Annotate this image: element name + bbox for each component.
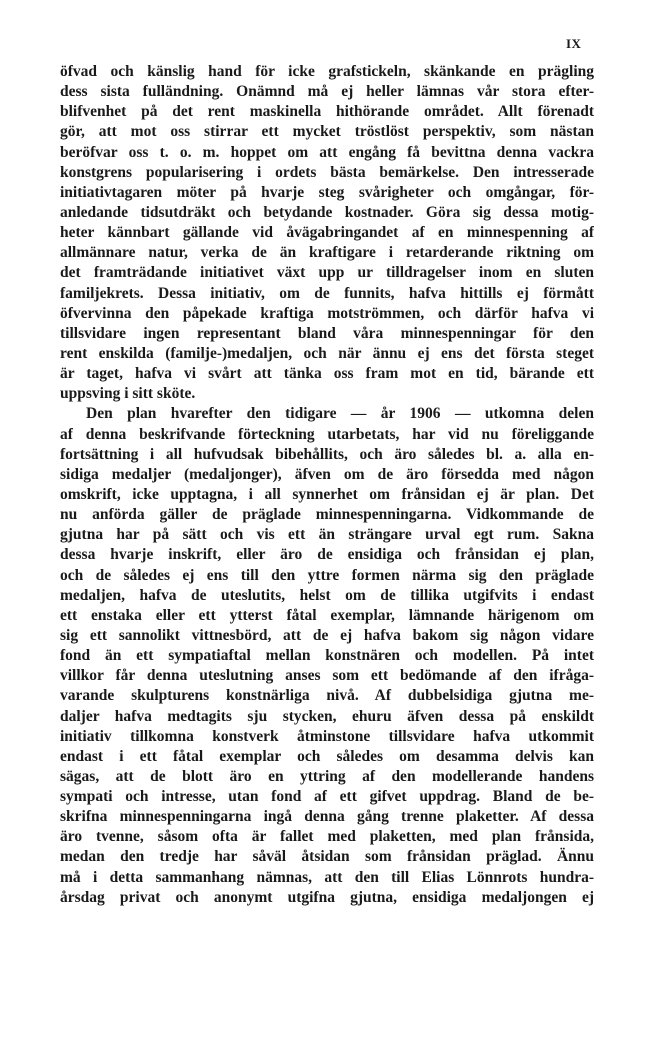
paragraph-1 — [60, 62, 594, 404]
text-line: uppsving i sitt sköte. — [60, 385, 196, 403]
text-line: Den plan hvarefter den tidigare — år 1906 — utkomna delen — [86, 405, 594, 423]
text-line: daljer hafva medtagits sju stycken, ehuru äfven dessa på enskildt — [60, 707, 594, 725]
text-line: initiativtagaren möter på hvarje steg svårigheter och omgångar, för- — [60, 183, 594, 201]
text-line: sympati och intresse, utan fond af ett gifvet uppdrag. Bland de be- — [60, 788, 594, 806]
text-line: fond än ett sympatiaftal mellan konstnären och modellen. På intet — [60, 647, 594, 665]
text-line: öfvervinna den påpekade kraftiga motströmmen, och därför hafva vi — [60, 304, 594, 322]
text-line: öfvad och känslig hand för icke grafstickeln, skänkande en prägling — [60, 63, 594, 80]
text-line: omskrift, icke upptagna, i all synnerhet om frånsidan ej är plan. Det — [60, 485, 594, 503]
text-line: och de således ej ens till den yttre formen närma sig den präglade — [60, 566, 594, 584]
text-line: må i detta sammanhang nämnas, att den till Elias Lönnrots hundra- — [60, 868, 594, 886]
text-line: sidiga medaljer (medaljonger), äfven om de äro försedda med någon — [60, 465, 594, 483]
text-line: är taget, hafva vi svårt att tänka oss fram mot en tid, bärande ett — [60, 365, 594, 383]
text-line: familjekrets. Dessa initiativ, om de funnits, hafva hittills ej förmått — [60, 284, 594, 302]
paragraph-2 — [60, 404, 594, 908]
text-line: heter kännbart gällande vid åvägabringandet af en minnespenning af — [60, 224, 594, 242]
text-line: fortsättning i all hufvudsak bibehållits, och äro således bl. a. alla en- — [60, 445, 594, 463]
text-line: anledande tidsutdräkt och betydande kostnader. Göra sig dessa motig- — [60, 203, 594, 221]
text-line: äro tvenne, såsom ofta är fallet med plaketten, med plan frånsida, — [60, 828, 594, 846]
text-line: allmännare natur, verka de än kraftigare i retarderande riktning om — [60, 244, 594, 262]
text-line: nu anförda gäller de präglade minnespenningarna. Vidkommande de — [60, 506, 594, 524]
text-line: tillsvidare ingen representant bland våra minnespenningar för den — [60, 324, 594, 342]
text-line: initiativ tillkomna konstverk åtminstone tillsvidare hafva utkommit — [60, 727, 594, 745]
text-line: af denna beskrifvande förteckning utarbetats, har vid nu föreliggande — [60, 425, 594, 443]
text-line: skrifna minnespenningarna ingå denna gång trenne plaketter. Af dessa — [60, 808, 594, 826]
text-line: sig ett sannolikt vittnesbörd, att de ej hafva bakom sig någon vidare — [60, 626, 594, 644]
text-line: gör, att mot oss stirrar ett mycket tröstlöst perspektiv, som nästan — [60, 123, 594, 141]
text-line: sägas, att de blott äro en yttring af den modellerande handens — [60, 767, 594, 785]
text-line: villkor får denna uteslutning anses som ett bedömande af den ifråga- — [60, 667, 594, 685]
page-number: IX — [566, 36, 582, 51]
text-line: det framträdande initiativet växt upp ur tilldragelser inom en sluten — [60, 264, 594, 282]
text-line: medaljen, hafva de uteslutits, helst om de tillika utgifvits i endast — [60, 586, 594, 604]
text-line: medan den tredje har såväl åtsidan som frånsidan präglad. Ännu — [60, 848, 594, 866]
text-line: dessa hvarje inskrift, eller äro de ensidiga och frånsidan ej plan, — [60, 546, 594, 564]
text-line: blifvenhet på det rent maskinella hithörande området. Allt förenadt — [60, 103, 594, 121]
text-line: årsdag privat och anonymt utgifna gjutna, ensidiga medaljongen ej — [60, 888, 594, 906]
text-line: rent enskilda (familje-)medaljen, och när ännu ej ens det första steget — [60, 344, 594, 362]
text-line: endast i ett fåtal exemplar och således om desamma delvis kan — [60, 747, 594, 765]
text-line: gjutna har på sätt och vis ett än strängare urval egt rum. Sakna — [60, 526, 594, 544]
text-line: beröfvar oss t. o. m. hoppet om att engång få bevittna denna vackra — [60, 143, 594, 161]
text-line: dess sista fulländning. Onämnd må ej heller lämnas vår stora efter- — [60, 83, 594, 101]
text-line: konstgrens popularisering i ordets bästa bemärkelse. Den intresserade — [60, 163, 594, 181]
text-line: varande skulpturens konstnärliga nivå. Af dubbelsidiga gjutna me- — [60, 687, 594, 705]
body-text — [60, 62, 594, 908]
text-line: ett enstaka eller ett ytterst fåtal exemplar, lämnande härigenom om — [60, 606, 594, 624]
